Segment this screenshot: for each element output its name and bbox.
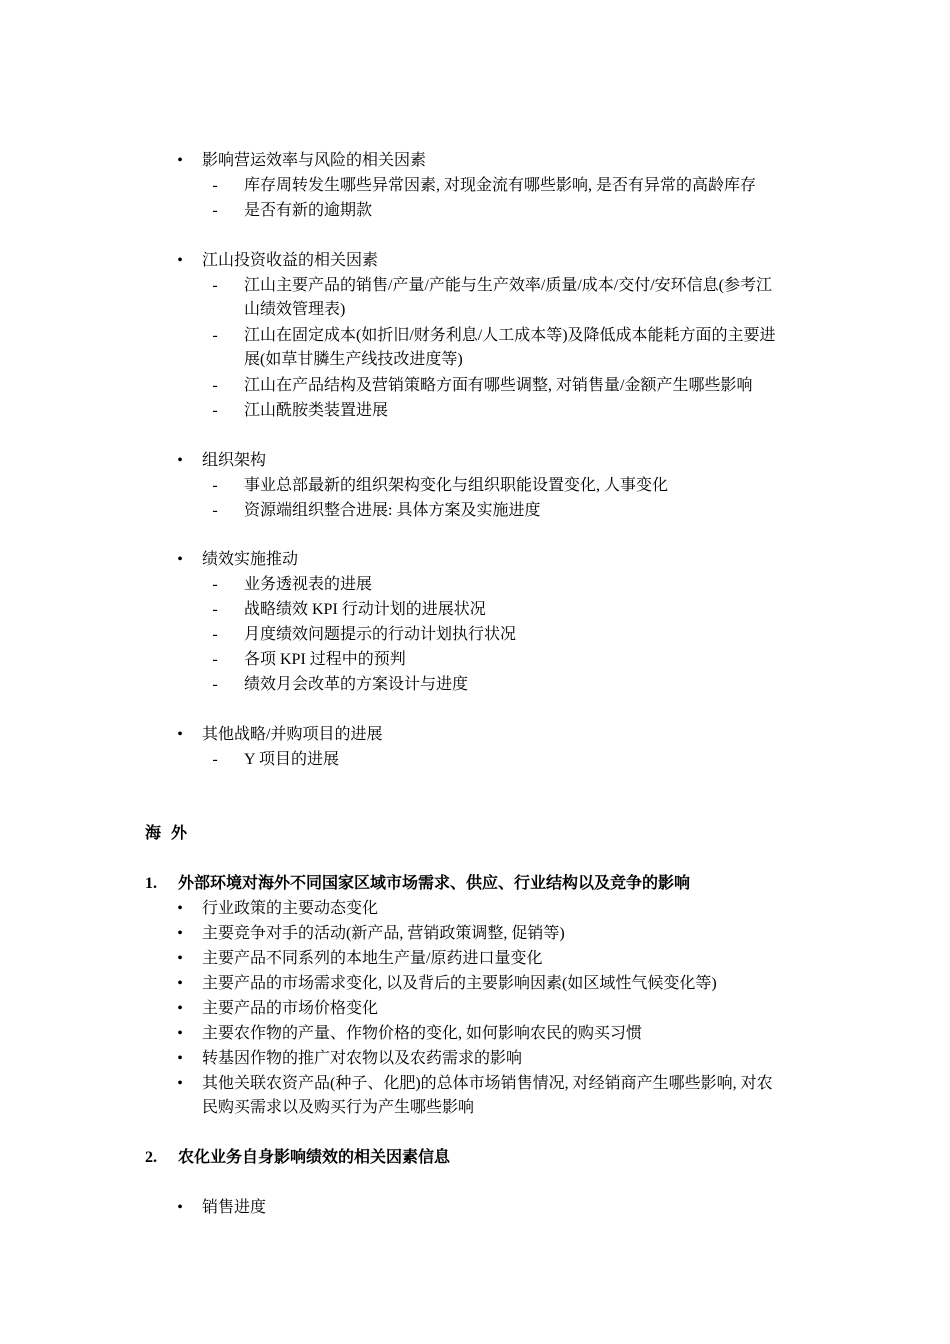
dash-mark: - [212, 751, 218, 768]
list-item: Y 项目的进展 [244, 751, 339, 768]
list-item: 销售进度 [202, 1199, 267, 1216]
list-item: 江山酰胺类装置进展 [244, 402, 389, 419]
list-item: 事业总部最新的组织架构变化与组织职能设置变化, 人事变化 [244, 477, 669, 494]
list-item: 行业政策的主要动态变化 [202, 900, 379, 917]
section-title: 江山投资收益的相关因素 [202, 252, 379, 269]
section-title: 绩效实施推动 [202, 551, 299, 568]
list-item: 转基因作物的推广对农物以及农药需求的影响 [202, 1050, 523, 1067]
section-title: 组织架构 [202, 452, 267, 469]
dash-mark: - [212, 626, 218, 643]
dash-mark: - [212, 651, 218, 668]
bullet-mark: • [177, 551, 183, 568]
bullet-mark: • [177, 950, 183, 967]
dash-mark: - [212, 327, 218, 344]
list-item: 主要农作物的产量、作物价格的变化, 如何影响农民的购买习惯 [202, 1025, 643, 1042]
list-item: 其他关联农资产品(种子、化肥)的总体市场销售情况, 对经销商产生哪些影响, 对农 [202, 1075, 773, 1092]
list-item: 业务透视表的进展 [244, 576, 373, 593]
list-item: 江山主要产品的销售/产量/产能与生产效率/质量/成本/交付/安环信息(参考江 [244, 277, 773, 294]
bullet-mark: • [177, 726, 183, 743]
point-title: 外部环境对海外不同国家区域市场需求、供应、行业结构以及竞争的影响 [178, 875, 691, 892]
point-number: 2. [145, 1149, 157, 1166]
section-title: 影响营运效率与风险的相关因素 [202, 152, 427, 169]
list-item: 江山在产品结构及营销策略方面有哪些调整, 对销售量/金额产生哪些影响 [244, 377, 753, 394]
overseas-heading: 海 外 [145, 825, 191, 842]
list-item: 是否有新的逾期款 [244, 202, 373, 219]
list-item: 战略绩效 KPI 行动计划的进展状况 [244, 601, 486, 618]
section-title: 其他战略/并购项目的进展 [202, 726, 383, 743]
list-item-continued: 民购买需求以及购买行为产生哪些影响 [202, 1099, 475, 1116]
dash-mark: - [212, 177, 218, 194]
dash-mark: - [212, 576, 218, 593]
list-item: 江山在固定成本(如折旧/财务利息/人工成本等)及降低成本能耗方面的主要进 [244, 327, 776, 344]
dash-mark: - [212, 601, 218, 618]
bullet-mark: • [177, 975, 183, 992]
list-item: 月度绩效问题提示的行动计划执行状况 [244, 626, 517, 643]
list-item: 库存周转发生哪些异常因素, 对现金流有哪些影响, 是否有异常的高龄库存 [244, 177, 757, 194]
list-item: 主要产品的市场价格变化 [202, 1000, 379, 1017]
bullet-mark: • [177, 1050, 183, 1067]
list-item: 主要产品不同系列的本地生产量/原药进口量变化 [202, 950, 543, 967]
point-number: 1. [145, 875, 157, 892]
dash-mark: - [212, 676, 218, 693]
list-item: 各项 KPI 过程中的预判 [244, 651, 406, 668]
dash-mark: - [212, 477, 218, 494]
dash-mark: - [212, 277, 218, 294]
dash-mark: - [212, 377, 218, 394]
dash-mark: - [212, 502, 218, 519]
bullet-mark: • [177, 1025, 183, 1042]
bullet-mark: • [177, 1000, 183, 1017]
bullet-mark: • [177, 152, 183, 169]
bullet-mark: • [177, 925, 183, 942]
list-item-continued: 展(如草甘膦生产线技改进度等) [244, 351, 463, 368]
bullet-mark: • [177, 900, 183, 917]
list-item: 主要产品的市场需求变化, 以及背后的主要影响因素(如区域性气候变化等) [202, 975, 717, 992]
bullet-mark: • [177, 452, 183, 469]
list-item: 资源端组织整合进展: 具体方案及实施进度 [244, 502, 541, 519]
bullet-mark: • [177, 1199, 183, 1216]
list-item: 主要竞争对手的活动(新产品, 营销政策调整, 促销等) [202, 925, 565, 942]
dash-mark: - [212, 402, 218, 419]
bullet-mark: • [177, 252, 183, 269]
dash-mark: - [212, 202, 218, 219]
list-item: 绩效月会改革的方案设计与进度 [244, 676, 469, 693]
bullet-mark: • [177, 1075, 183, 1092]
point-title: 农化业务自身影响绩效的相关因素信息 [178, 1149, 451, 1166]
list-item-continued: 山绩效管理表) [244, 301, 346, 318]
